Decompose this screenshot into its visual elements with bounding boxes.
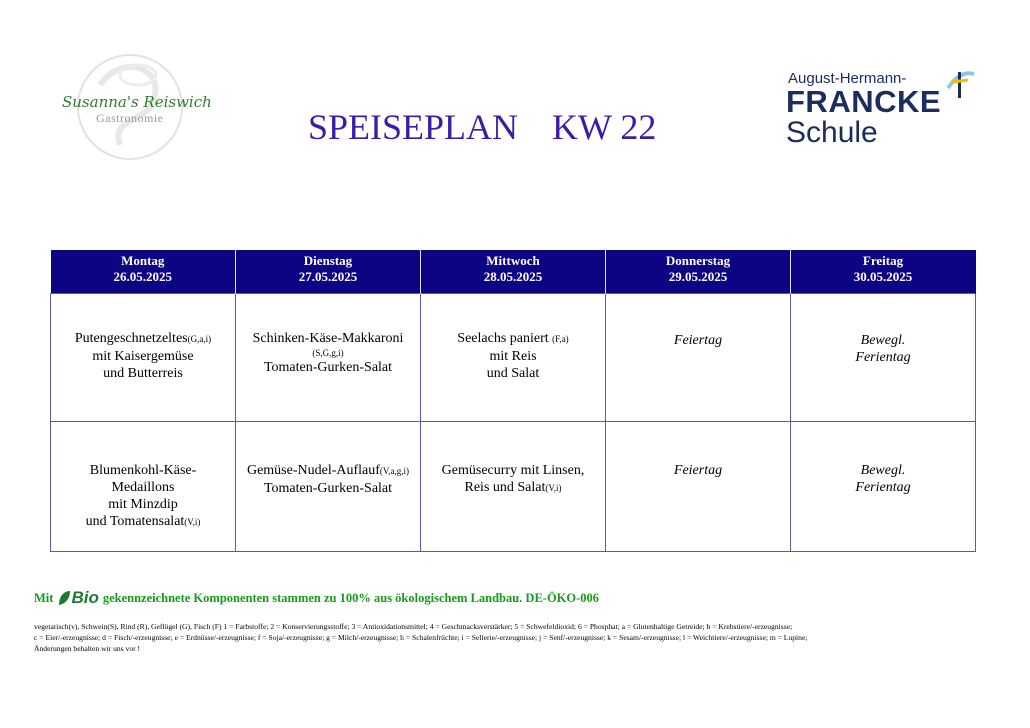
menu-cell-wednesday-1 [421,294,606,422]
school-logo-line1: August-Hermann- [788,70,907,87]
menu-cell-thursday-1 [606,294,791,422]
dish-line: und Salat [486,366,540,381]
menu-cell-friday-2 [791,422,976,552]
school-logo-line3: Schule [786,116,878,149]
legend-line: Änderungen behalten wir uns vor ! [34,644,141,653]
bio-notice [34,588,599,608]
caterer-logo [60,45,220,170]
menu-cell-wednesday-2 [421,422,606,552]
allergen-codes: (V,i) [545,483,562,493]
cross-icon [942,68,978,108]
dish-line: Medaillons [111,480,175,495]
menu-row-2 [51,422,976,552]
caterer-subtitle: Gastronomie [96,111,164,125]
dish-line: Gemüse-Nudel-Auflauf [246,463,380,478]
dish-line: und Tomatensalat [85,514,185,529]
dish-line: Schinken-Käse-Makkaroni [252,331,404,346]
menu-cell-thursday-2 [606,422,791,552]
day-name: Dienstag [303,253,353,268]
dish-line: mit Kaisergemüse [92,349,194,364]
holiday-label: Ferientag [855,350,911,365]
bio-suffix: gekennzeichnete Komponenten stammen zu 100% aus ökologischem Landbau. DE-ÖKO-006 [102,590,600,605]
menu-header-row [51,251,976,294]
bio-prefix: Mit [34,590,54,605]
holiday-label: Bewegl. [860,333,906,348]
day-date: 29.05.2025 [668,269,728,284]
day-header-friday [791,251,976,294]
day-header-thursday [606,251,791,294]
menu-cell-friday-1 [791,294,976,422]
dish-line: mit Reis [489,349,537,364]
menu-cell-tuesday-2 [236,422,421,552]
allergen-legend [34,621,934,654]
day-header-tuesday [236,251,421,294]
menu-table [50,250,976,552]
title-main: SPEISEPLAN [308,107,519,147]
day-name: Freitag [862,253,904,268]
dish-line: Tomaten-Gurken-Salat [263,481,393,496]
legend-line: c = Eier/-erzeugnisse; d = Fisch/-erzeugnisse; e = Erdnüsse/-erzeugnisse; f = Soja/-erzeugnisse; g = Milch/-erzeugnisse; h = Schalenfrüchte; i = Sellerie/-erzeugnisse; j = Senf/-erzeugnisse; k = Sesam/-erzeugnisse; l = Weichtiere/-erzeugnisse; m = Lupine; [34,633,808,642]
day-date: 28.05.2025 [483,269,543,284]
day-date: 27.05.2025 [298,269,358,284]
allergen-codes: (V,a,g,i) [379,466,410,476]
menu-cell-monday-2 [51,422,236,552]
day-date: 26.05.2025 [113,269,172,284]
school-logo-line2: FRANCKE [786,84,942,119]
page-title [308,106,656,148]
menu-cell-tuesday-1 [236,294,421,422]
dish-line: Seelachs paniert [457,331,553,346]
caterer-name: Susanna's Reiswich [62,93,212,111]
holiday-label: Feiertag [673,463,723,478]
school-logo [786,64,986,154]
leaf-icon [57,589,71,607]
legend-line: vegetarisch(v), Schwein(S), Rind (R), Geflügel (G), Fisch (F) 1 = Farbstoffe; 2 = Konservierungsstoffe; 3 = Antioxidationsmittel; 4 = Geschmacksverstärker; 5 = Schwefeldioxid; 6 = Phosphat; a = Glutenhaltige Getreide; b = Krebstiere/-erzeugnisse; [34,622,793,631]
dish-line: Putengeschnetzeltes [74,331,188,346]
menu-row-1 [51,294,976,422]
day-header-wednesday [421,251,606,294]
allergen-codes: (V,i) [184,517,201,527]
day-name: Mittwoch [486,253,540,268]
holiday-label: Feiertag [673,333,723,348]
allergen-codes: (S,G,g,i) [312,348,344,358]
menu-cell-monday-1 [51,294,236,422]
dish-line: Gemüsecurry mit Linsen, [441,463,585,478]
holiday-label: Ferientag [855,480,911,495]
day-name: Donnerstag [665,253,731,268]
day-header-monday [51,251,236,294]
dish-line: Reis und Salat [464,480,546,495]
day-date: 30.05.2025 [853,269,913,284]
bio-logo-text: Bio [71,588,99,607]
day-name: Montag [121,253,165,268]
allergen-codes: (G,a,i) [187,334,212,344]
dish-line: mit Minzdip [108,497,178,512]
dish-line: Blumenkohl-Käse- [89,463,197,478]
dish-line: Tomaten-Gurken-Salat [263,360,393,375]
holiday-label: Bewegl. [860,463,906,478]
title-week: KW 22 [552,107,657,147]
bio-logo [57,588,98,608]
dish-line: und Butterreis [103,366,183,381]
allergen-codes: (F,a) [552,334,569,344]
